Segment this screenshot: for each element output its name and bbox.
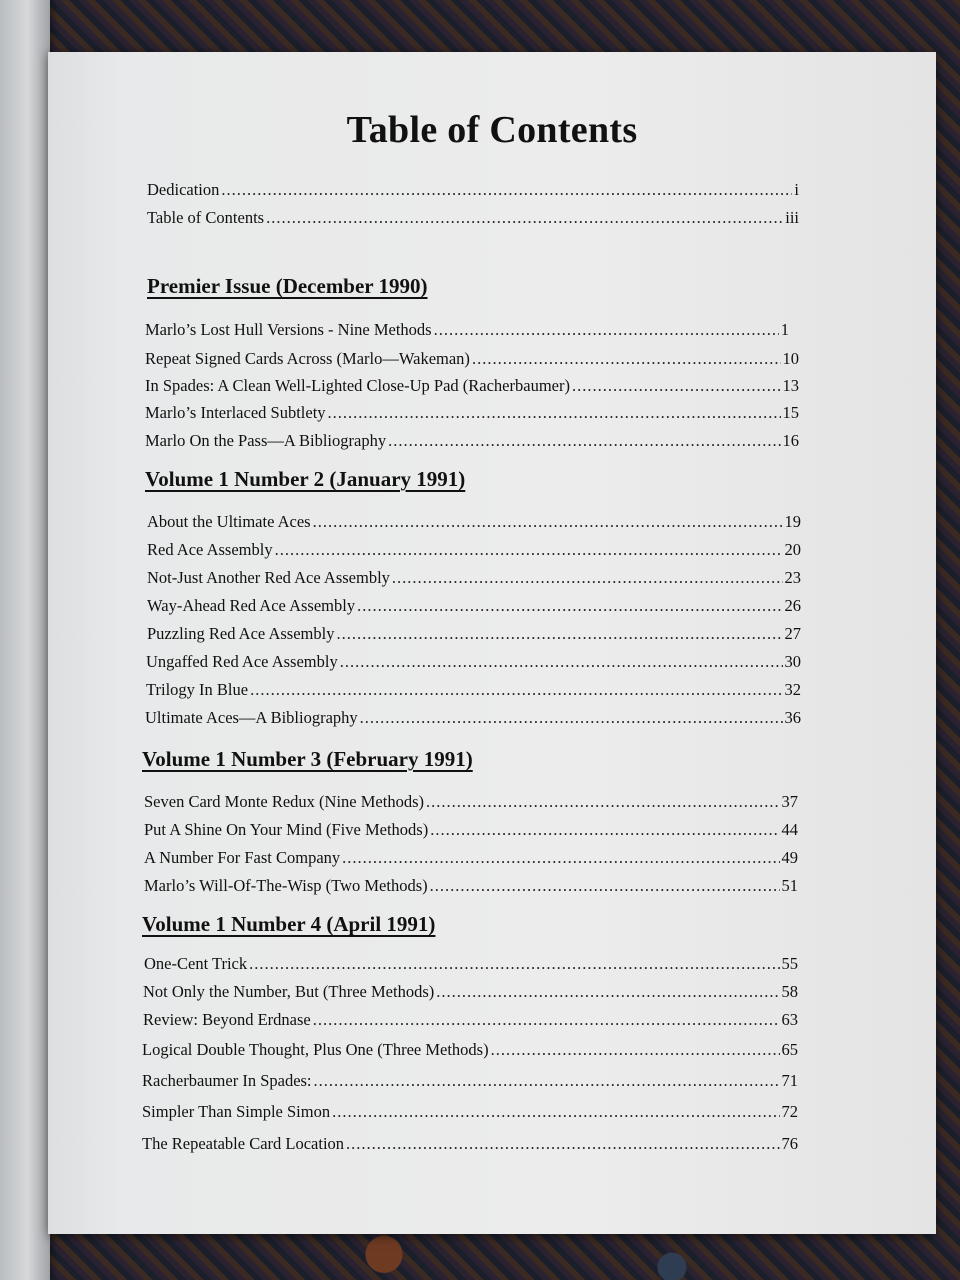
toc-entry-label: Trilogy In Blue: [146, 680, 249, 699]
toc-entry-label: Ungaffed Red Ace Assembly: [146, 652, 338, 671]
toc-entry-page: 16: [782, 431, 799, 450]
toc-entry-label: Table of Contents: [147, 208, 265, 227]
toc-entry-page: 32: [784, 680, 801, 699]
dot-leader: [336, 624, 782, 644]
dot-leader: [221, 180, 792, 200]
toc-entry-label: Repeat Signed Cards Across (Marlo—Wakeman): [145, 349, 470, 368]
toc-entry-page: iii: [785, 208, 799, 227]
toc-entry-label: Not-Just Another Red Ace Assembly: [147, 568, 390, 587]
dot-leader: [328, 403, 781, 423]
toc-entry: [145, 349, 799, 369]
toc-entry-page: 26: [784, 596, 801, 615]
toc-entry-label: Way-Ahead Red Ace Assembly: [147, 596, 356, 615]
section-heading: Volume 1 Number 3 (February 1991): [142, 747, 473, 771]
toc-entry-page: 76: [781, 1134, 798, 1153]
toc-entry-page: 72: [781, 1102, 798, 1121]
section-heading: Volume 1 Number 4 (April 1991): [142, 912, 436, 936]
toc-entry-label: Not Only the Number, But (Three Methods): [143, 982, 435, 1001]
dot-leader: [472, 349, 781, 369]
toc-entry: [147, 540, 801, 560]
toc-entry: [143, 982, 798, 1002]
toc-entry: [147, 180, 799, 200]
toc-entry-page: 27: [784, 624, 801, 643]
book-page: [48, 52, 936, 1234]
toc-entry: [144, 954, 798, 974]
dot-leader: [388, 431, 780, 451]
toc-entry-label: Ultimate Aces—A Bibliography: [145, 708, 358, 727]
toc-entry-page: 10: [782, 349, 799, 368]
dot-leader: [332, 1102, 779, 1122]
toc-entry: [142, 1040, 798, 1060]
toc-entry-page: 37: [781, 792, 798, 811]
toc-entry-label: Logical Double Thought, Plus One (Three Methods): [142, 1040, 489, 1059]
toc-entry-page: 15: [782, 403, 799, 422]
toc-entry-label: Simpler Than Simple Simon: [142, 1102, 331, 1121]
toc-entry: [147, 596, 801, 616]
toc-entry: [142, 1071, 798, 1091]
toc-entry: [144, 820, 798, 840]
toc-entry-label: Marlo On the Pass—A Bibliography: [145, 431, 387, 450]
page-title: Table of Contents: [346, 109, 638, 151]
toc-entry: [147, 568, 801, 588]
dot-leader: [266, 208, 783, 228]
toc-entry-label: Racherbaumer In Spades:: [142, 1071, 312, 1090]
toc-entry-page: 63: [781, 1010, 798, 1029]
dot-leader: [426, 792, 780, 812]
toc-entry-page: 55: [781, 954, 798, 973]
toc-entry-page: 71: [781, 1071, 798, 1090]
dot-leader: [313, 512, 783, 532]
toc-entry-label: Dedication: [147, 180, 220, 199]
toc-entry-label: A Number For Fast Company: [144, 848, 341, 867]
dot-leader: [360, 708, 783, 728]
toc-entry: [145, 431, 799, 451]
dot-leader: [430, 876, 780, 896]
dot-leader: [436, 982, 779, 1002]
dot-leader: [250, 680, 782, 700]
toc-entry-page: 58: [781, 982, 798, 1001]
toc-entry: [145, 403, 799, 423]
toc-entry-page: 13: [782, 376, 799, 395]
toc-entry-label: Marlo’s Interlaced Subtlety: [145, 403, 326, 422]
dot-leader: [313, 1010, 780, 1030]
toc-entry: [147, 208, 799, 228]
toc-entry: [145, 376, 799, 396]
toc-entry-label: Seven Card Monte Redux (Nine Methods): [144, 792, 424, 811]
toc-entry: [146, 652, 801, 672]
toc-entry-page: i: [794, 180, 799, 199]
toc-entry-page: 65: [781, 1040, 798, 1059]
toc-entry-label: Marlo’s Will-Of-The-Wisp (Two Methods): [144, 876, 428, 895]
dot-leader: [340, 652, 783, 672]
toc-entry-page: 44: [781, 820, 798, 839]
toc-entry-page: 23: [784, 568, 801, 587]
toc-entry-label: The Repeatable Card Location: [142, 1134, 345, 1153]
toc-entry-label: Review: Beyond Erdnase: [143, 1010, 311, 1029]
toc-entry-page: 36: [784, 708, 801, 727]
dot-leader: [249, 954, 779, 974]
dot-leader: [357, 596, 782, 616]
book-spine: [0, 0, 50, 1280]
toc-entry-page: 1: [780, 320, 789, 339]
toc-entry-page: 20: [784, 540, 801, 559]
toc-entry-label: Put A Shine On Your Mind (Five Methods): [144, 820, 429, 839]
toc-entry-label: In Spades: A Clean Well-Lighted Close-Up Pad (Racherbaumer): [145, 376, 570, 395]
toc-entry: [147, 624, 801, 644]
dot-leader: [314, 1071, 780, 1091]
toc-entry: [146, 680, 801, 700]
toc-entry: [145, 708, 801, 728]
toc-entry-page: 19: [784, 512, 801, 531]
toc-entry-page: 49: [781, 848, 798, 867]
toc-entry-label: One-Cent Trick: [144, 954, 248, 973]
dot-leader: [491, 1040, 780, 1060]
dot-leader: [434, 320, 779, 340]
toc-entry-label: Puzzling Red Ace Assembly: [147, 624, 335, 643]
toc-entry-page: 30: [784, 652, 801, 671]
toc-entry-label: About the Ultimate Aces: [147, 512, 311, 531]
toc-entry-label: Marlo’s Lost Hull Versions - Nine Methods: [145, 320, 432, 339]
dot-leader: [572, 376, 781, 396]
dot-leader: [275, 540, 783, 560]
section-heading: Premier Issue (December 1990): [147, 274, 428, 298]
toc-entry: [142, 1134, 798, 1154]
dot-leader: [430, 820, 779, 840]
section-heading: Volume 1 Number 2 (January 1991): [145, 467, 466, 491]
toc-entry-label: Red Ace Assembly: [147, 540, 273, 559]
toc-entry-page: 51: [781, 876, 798, 895]
toc-entry: [143, 1010, 798, 1030]
toc-entry: [144, 792, 798, 812]
toc-entry: [142, 1102, 798, 1122]
dot-leader: [392, 568, 783, 588]
toc-entry: [145, 320, 789, 340]
toc-entry: [144, 876, 798, 896]
dot-leader: [346, 1134, 779, 1154]
dot-leader: [342, 848, 779, 868]
toc-entry: [144, 848, 798, 868]
toc-entry: [147, 512, 801, 532]
